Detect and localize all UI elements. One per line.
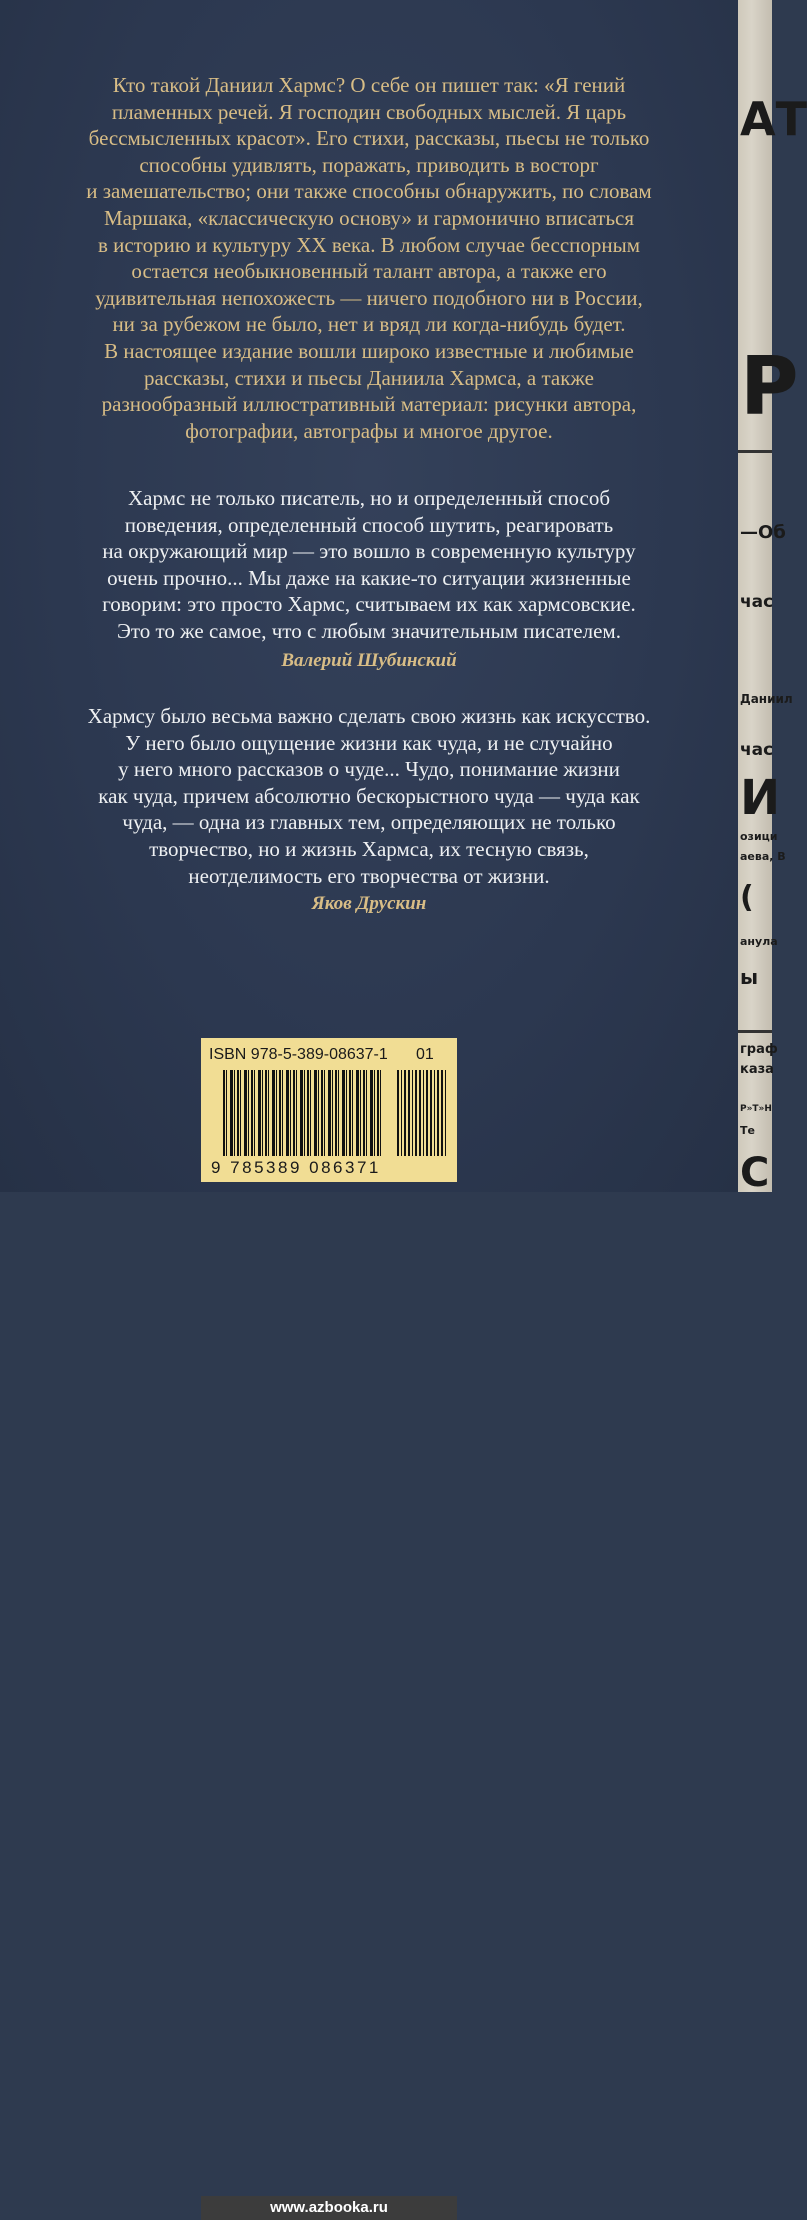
poster-fragment: озици	[740, 830, 778, 843]
annotation-text	[0, 72, 738, 444]
text-line: способны удивлять, поражать, приводить в восторг	[139, 152, 599, 177]
text-line: в историю и культуру XX века. В любом случае бесспорным	[97, 232, 641, 257]
text-line: У него было ощущение жизни как чуда, и не случайно	[125, 730, 613, 755]
publisher-url: www.azbooka.ru	[201, 2196, 457, 2220]
text-line: неотделимость его творчества от жизни.	[188, 863, 550, 888]
poster-fragment: Даниил	[740, 692, 793, 706]
isbn-addon-code: 01	[416, 1046, 434, 1063]
text-line: Кто такой Даниил Хармс? О себе он пишет так: «Я гений	[112, 73, 626, 97]
text-line: Хармсу было весьма важно сделать свою жизнь как искусство.	[87, 704, 651, 728]
text-line: удивительная непохожесть — ничего подобного ни в России,	[95, 285, 643, 310]
poster-fragment: час	[740, 740, 774, 760]
text-line: поведения, определенный способ шутить, реагировать	[124, 512, 614, 537]
poster-fragment: АТ	[740, 92, 807, 146]
poster-rule	[738, 450, 772, 453]
isbn-number: ISBN 978-5-389-08637-1	[209, 1046, 388, 1063]
text-line: на окружающий мир — это вошло в современную культуру	[102, 539, 636, 564]
text-line: В настоящее издание вошли широко известные и любимые	[104, 338, 634, 363]
quote-shubinsky	[0, 485, 738, 645]
poster-rule	[738, 1030, 772, 1033]
poster-fragment: (	[740, 880, 754, 915]
text-line: ни за рубежом не было, нет и вряд ли когда-нибудь будет.	[112, 312, 626, 337]
quote-druskin	[0, 703, 738, 889]
isbn-block	[201, 1038, 457, 2216]
poster-fragment: граф	[740, 1042, 778, 1057]
poster-fragment: ы	[740, 965, 759, 989]
poster-fragment: анула	[740, 935, 778, 948]
poster-fragment: И	[740, 770, 781, 826]
poster-strip	[738, 0, 807, 1196]
text-line: бессмысленных красот». Его стихи, рассказы, пьесы не только	[88, 126, 650, 151]
poster-fragment: Те	[740, 1124, 755, 1137]
text-line: разнообразный иллюстративный материал: рисунки автора,	[101, 392, 637, 417]
text-line: Это то же самое, что с любым значительным писателем.	[117, 618, 621, 643]
poster-fragment: С	[740, 1150, 770, 1196]
text-line: творчество, но и жизнь Хармса, их тесную связь,	[149, 836, 589, 861]
text-line: пламенных речей. Я господин свободных мыслей. Я царь	[111, 99, 627, 124]
text-line: фотографии, автографы и многое другое.	[185, 418, 553, 443]
quote-author: Валерий Шубинский	[281, 650, 457, 671]
text-line: рассказы, стихи и пьесы Даниила Хармса, а также	[144, 365, 594, 390]
poster-fragment: —Об	[740, 522, 786, 543]
addon-barcode	[397, 1070, 447, 1156]
poster-fragment: час	[740, 592, 774, 612]
quote-author: Яков Друскин	[311, 893, 427, 914]
barcode	[223, 1070, 383, 1156]
poster-fragment: аева, В	[740, 850, 786, 863]
text-line: Хармс не только писатель, но и определенный способ	[127, 486, 610, 510]
text-line: говорим: это просто Хармс, считываем их как хармсовские.	[102, 592, 636, 617]
text-line: у него много рассказов о чуде... Чудо, понимание жизни	[118, 757, 620, 782]
text-line: как чуда, причем абсолютно бескорыстного чуда — чуда как	[98, 783, 640, 808]
poster-fragment: Р	[740, 340, 799, 433]
poster-fragment: P»T»H	[740, 1104, 772, 1114]
text-line: и замешательство; они также способны обнаружить, по словам	[86, 179, 652, 204]
text-line: остается необыкновенный талант автора, а также его	[131, 259, 607, 284]
ean-digits: 9 785389 086371	[211, 1158, 381, 1177]
text-line: очень прочно... Мы даже на какие-то ситуации жизненные	[107, 565, 631, 590]
poster-fragment: каза	[740, 1062, 774, 1077]
text-line: чуда, — одна из главных тем, определяющих не только	[122, 810, 616, 835]
text-line: Маршака, «классическую основу» и гармонично вписаться	[103, 205, 635, 230]
